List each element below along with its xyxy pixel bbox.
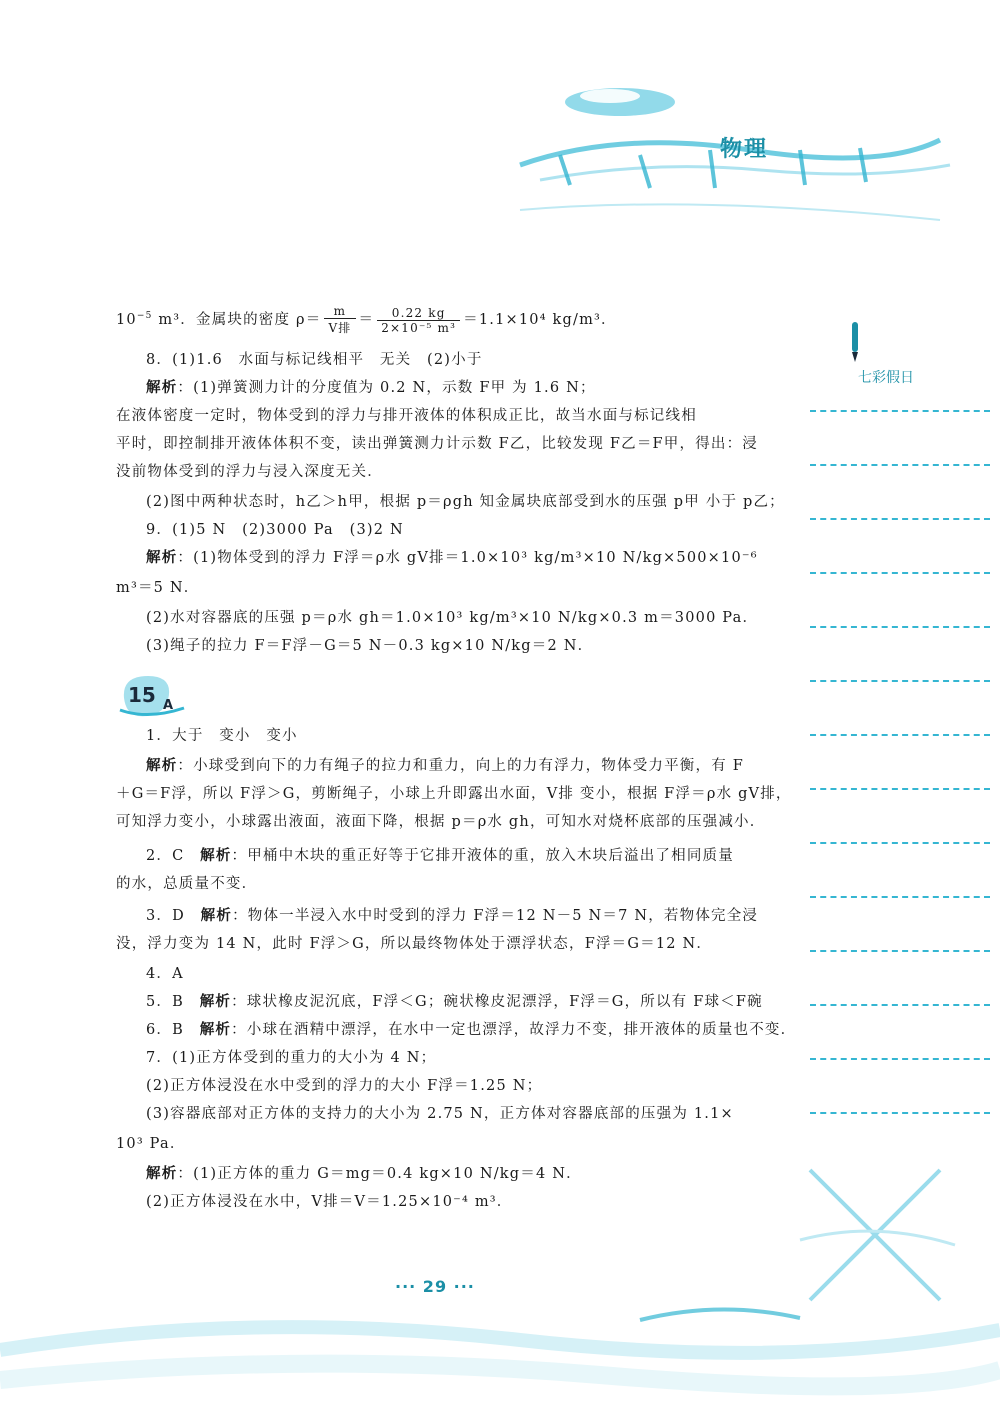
text: ：小球受到向下的力有绳子的拉力和重力，向上的力有浮力，物体受力平衡，有 F (177, 758, 744, 774)
analysis-label: 解析 (146, 379, 178, 396)
analysis-label: 解析 (200, 907, 233, 924)
analysis-line: 可知浮力变小，小球露出液面，液面下降，根据 p＝ρ水 gh，可知水对烧杯底部的压强减小． (116, 814, 766, 830)
note-line (810, 464, 990, 466)
analysis-label: 解析 (146, 549, 178, 566)
note-line (810, 788, 990, 790)
note-line (810, 518, 990, 520)
note-line (810, 1112, 990, 1114)
answer-line: (2)正方体浸没在水中受到的浮力的大小 F浮＝1.25 N； (146, 1078, 543, 1094)
note-line (810, 410, 990, 412)
section-number: 15 (128, 683, 156, 707)
page-number: ··· 29 ··· (395, 1277, 475, 1296)
answer-a5 (146, 990, 763, 1011)
analysis-label: 解析 (146, 1165, 178, 1182)
analysis-a1 (146, 754, 744, 775)
sidebar-label: 七彩假日 (858, 370, 914, 386)
text: ：(1)物体受到的浮力 F浮＝ρ水 gV排＝1.0×10³ kg/m³×10 N/kg×500×10⁻⁶ (177, 550, 758, 566)
note-line (810, 680, 990, 682)
analysis-line: (2)图中两种状态时，h乙＞h甲，根据 p＝ρgh 知金属块底部受到水的压强 p甲 小于 p乙； (146, 494, 785, 510)
answer-a7: 7．(1)正方体受到的重力的大小为 4 N； (146, 1050, 437, 1066)
note-line (810, 950, 990, 952)
note-line (810, 572, 990, 574)
fraction-denominator: V排 (328, 321, 352, 335)
analysis-line: 在液体密度一定时，物体受到的浮力与排开液体的体积成正比，故当水面与标记线相 (116, 408, 697, 424)
analysis-line: 没前物体受到的浮力与浸入深度无关． (116, 464, 383, 480)
text: ＝ (358, 312, 375, 328)
section-letter: A (163, 698, 174, 713)
answer-a3 (146, 904, 758, 925)
answer-q8: 8．(1)1.6 水面与标记线相平 无关 (2)小于 (146, 352, 483, 368)
text: −5 (136, 311, 153, 322)
analysis-label: 解析 (146, 757, 178, 774)
text: 6．B (146, 1022, 200, 1038)
note-line (810, 626, 990, 628)
analysis-line: (2)水对容器底的压强 p＝ρ水 gh＝1.0×10³ kg/m³×10 N/kg×0.3 m＝3000 Pa． (146, 610, 759, 626)
analysis-line: m³＝5 N． (116, 580, 200, 596)
note-line (810, 1004, 990, 1006)
fraction (324, 304, 355, 336)
note-line (810, 842, 990, 844)
analysis-line: 的水，总质量不变． (116, 876, 258, 892)
text: ：(1)正方体的重力 G＝mg＝0.4 kg×10 N/kg＝4 N． (177, 1166, 582, 1182)
note-line (810, 734, 990, 736)
answer-a4: 4．A (146, 966, 184, 982)
pen-icon (848, 322, 862, 362)
analysis-line: (3)绳子的拉力 F＝F浮－G＝5 N－0.3 kg×10 N/kg＝2 N． (146, 638, 594, 654)
fraction-denominator: 2×10⁻⁵ m³ (381, 320, 457, 335)
analysis-label: 解析 (199, 1021, 232, 1038)
analysis-label: 解析 (200, 847, 232, 864)
bottom-wave-decoration (0, 1290, 1000, 1407)
analysis-q8 (146, 376, 596, 397)
note-line (810, 896, 990, 898)
fraction (377, 306, 460, 335)
text: 3．D (146, 908, 201, 924)
answer-a6 (146, 1018, 796, 1039)
text: ：(1)弹簧测力计的分度值为 0.2 N，示数 F甲 为 1.6 N； (177, 380, 596, 396)
subject-title: 物理 (720, 137, 769, 162)
text: ：小球在酒精中漂浮，在水中一定也漂浮，故浮力不变，排开液体的质量也不变． (231, 1022, 797, 1038)
answer-line: (3)容器底部对正方体的支持力的大小为 2.75 N，正方体对容器底部的压强为 1.1× (146, 1106, 734, 1122)
answer-line: 10³ Pa． (116, 1136, 186, 1152)
text: 2．C (146, 848, 201, 864)
text: ＝1.1×10⁴ kg/m³． (463, 312, 617, 328)
answer-q9: 9．(1)5 N (2)3000 Pa (3)2 N (146, 522, 404, 538)
text: ：物体一半浸入水中时受到的浮力 F浮＝12 N－5 N＝7 N，若物体完全浸 (232, 908, 759, 924)
fraction-numerator: m (324, 304, 355, 319)
analysis-line: ＋G＝F浮，所以 F浮＞G，剪断绳子，小球上升即露出水面，V排 变小，根据 F浮＝ρ水 gV排， (116, 786, 792, 802)
text: 10 (116, 312, 137, 328)
note-line (810, 1058, 990, 1060)
analysis-line: (2)正方体浸没在水中，V排＝V＝1.25×10⁻⁴ m³． (146, 1194, 513, 1210)
analysis-line: 平时，即控制排开液体体积不变，读出弹簧测力计示数 F乙，比较发现 F乙＝F甲，得出：浸 (116, 436, 758, 452)
text: m³．金属块的密度 ρ＝ (152, 312, 322, 328)
analysis-q9 (146, 546, 758, 567)
analysis-line: 没，浮力变为 14 N，此时 F浮＞G，所以最终物体处于漂浮状态，F浮＝G＝12 N． (116, 936, 713, 952)
analysis-label: 解析 (199, 993, 232, 1010)
answer-a2 (146, 844, 734, 865)
analysis-a7 (146, 1162, 582, 1183)
line-density (116, 304, 617, 336)
corner-decoration (790, 1160, 960, 1310)
text: ：球状橡皮泥沉底，F浮＜G；碗状橡皮泥漂浮，F浮＝G，所以有 F球＜F碗 (231, 994, 763, 1010)
fraction-numerator: 0.22 kg (377, 306, 460, 321)
answer-a1: 1．大于 变小 变小 (146, 728, 298, 744)
text: ：甲桶中木块的重正好等于它排开液体的重，放入木块后溢出了相同质量 (231, 848, 734, 864)
text: 5．B (146, 994, 200, 1010)
